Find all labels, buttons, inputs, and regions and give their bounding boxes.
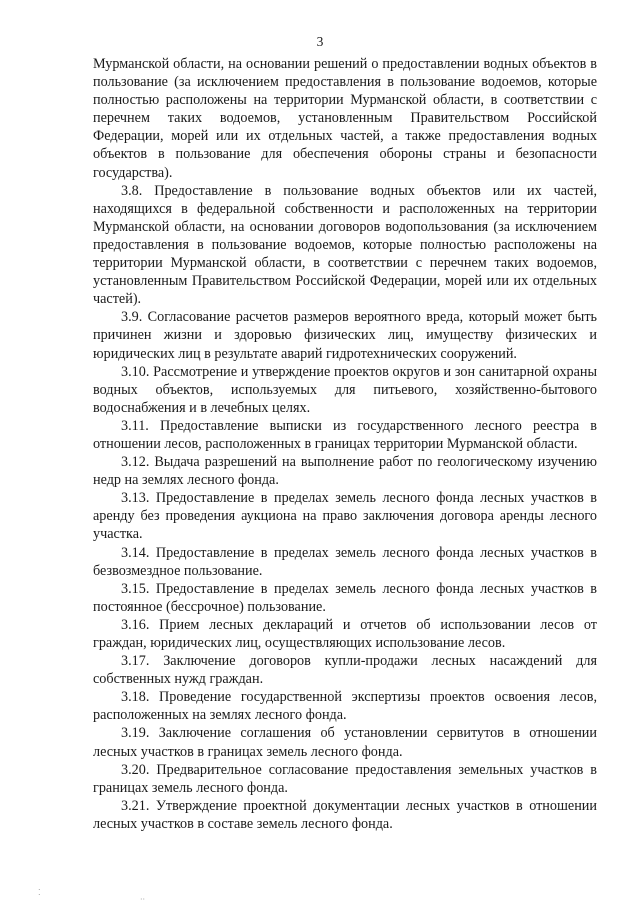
document-body bbox=[93, 55, 597, 833]
paragraph-3-10: 3.10. Рассмотрение и утверждение проектов округов и зон санитарной охраны водных объектов, используемых для питьевого, хозяйственно-бытового водоснабжения и в лечебных целях. bbox=[93, 363, 597, 416]
paragraph-3-15: 3.15. Предоставление в пределах земель лесного фонда лесных участков в постоянное (бессрочное) пользование. bbox=[93, 580, 597, 615]
paragraph-3-14: 3.14. Предоставление в пределах земель лесного фонда лесных участков в безвозмездное пользование. bbox=[93, 544, 597, 579]
paragraph-3-19: 3.19. Заключение соглашения об установлении сервитутов в отношении лесных участков в границах земель лесного фонда. bbox=[93, 725, 597, 760]
scan-mark-bottom: ·· bbox=[140, 895, 146, 904]
scan-mark-left: ⁚ bbox=[38, 888, 41, 897]
paragraph-3-21: 3.21. Утверждение проектной документации лесных участков в отношении лесных участков в составе земель лесного фонда. bbox=[93, 797, 597, 832]
page-number: 3 bbox=[316, 34, 324, 49]
paragraph-continuation: Мурманской области, на основании решений о предоставлении водных объектов в пользование (за исключением предоставления в пользование водоемов, которые полностью расположены на территории Мурманской области, в соответствии с перечнем таких водоемов, установленным Правительством Российской Федерации, морей или их отдельных частей, а также предоставления водных объектов в пользование для обеспечения обороны страны и безопасности государства). bbox=[93, 56, 597, 181]
paragraph-3-9: 3.9. Согласование расчетов размеров вероятного вреда, который может быть причинен жизни и здоровью физических лиц, имуществу физических и юридических лиц в результате аварий гидротехнических сооружений. bbox=[93, 309, 597, 362]
paragraph-3-20: 3.20. Предварительное согласование предоставления земельных участков в границах земель лесного фонда. bbox=[93, 761, 597, 796]
paragraph-3-16: 3.16. Прием лесных деклараций и отчетов об использовании лесов от граждан, юридических лиц, осуществляющих использование лесов. bbox=[93, 616, 597, 651]
paragraph-3-13: 3.13. Предоставление в пределах земель лесного фонда лесных участков в аренду без проведения аукциона на право заключения договора аренды лесного участка. bbox=[93, 490, 597, 543]
paragraph-3-8: 3.8. Предоставление в пользование водных объектов или их частей, находящихся в федеральной собственности и расположенных на территории Мурманской области, на основании договоров водопользования (за исключением предоставления в пользование водоемов, которые полностью расположены на территории Мурманской области, в соответствии с перечнем таких водоемов, установленным Правительством Российской Федерации, морей или их отдельных частей). bbox=[93, 182, 597, 308]
paragraph-3-18: 3.18. Проведение государственной экспертизы проектов освоения лесов, расположенных на землях лесного фонда. bbox=[93, 689, 597, 724]
paragraph-3-17: 3.17. Заключение договоров купли-продажи лесных насаждений для собственных нужд граждан. bbox=[93, 653, 597, 688]
paragraph-3-12: 3.12. Выдача разрешений на выполнение работ по геологическому изучению недр на землях лесного фонда. bbox=[93, 454, 597, 489]
paragraph-3-11: 3.11. Предоставление выписки из государственного лесного реестра в отношении лесов, расположенных в границах территории Мурманской области. bbox=[93, 417, 597, 452]
